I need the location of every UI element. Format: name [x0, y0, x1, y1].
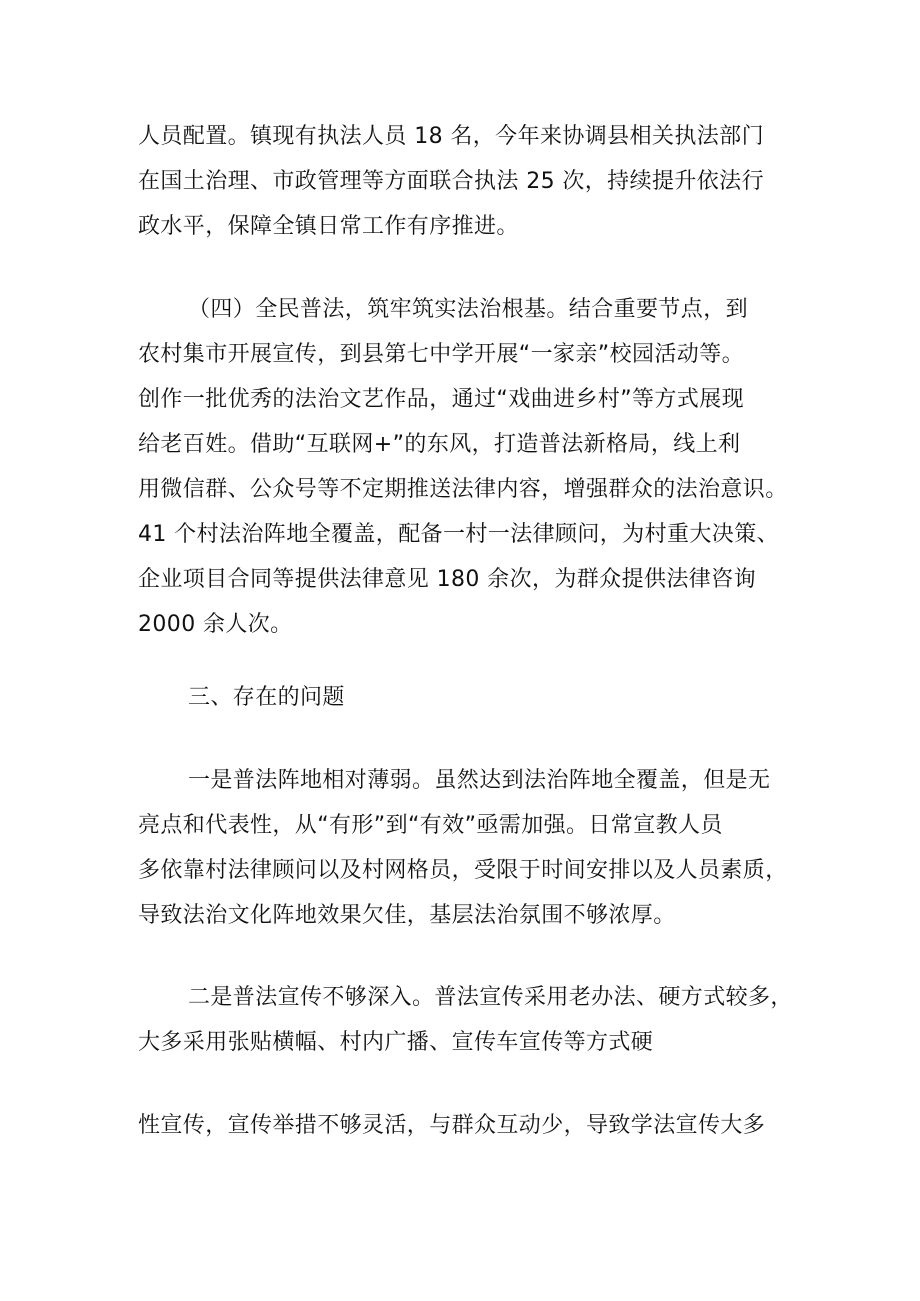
text-line: 2000 余人次。: [138, 612, 293, 637]
text-line: 人员配置。镇现有执法人员 18 名，今年来协调县相关执法部门: [138, 124, 764, 149]
text-line: 政水平，保障全镇日常工作有序推进。: [138, 214, 519, 239]
text-line: 大多采用张贴横幅、村内广播、宣传车宣传等方式硬: [138, 1030, 654, 1055]
text-line: 导致法治文化阵地效果欠佳，基层法治氛围不够浓厚。: [138, 903, 676, 928]
text-line: 多依靠村法律顾问以及村网格员，受限于时间安排以及人员素质，: [138, 858, 788, 883]
text-line: 给老百姓。借助“互联网+”的东风，打造普法新格局，线上利: [138, 432, 741, 457]
section-heading: 三、存在的问题: [188, 685, 345, 710]
text-line: 一是普法阵地相对薄弱。虽然达到法治阵地全覆盖，但是无: [188, 768, 771, 793]
text-line: 二是普法宣传不够深入。普法宣传采用老办法、硬方式较多，: [188, 985, 793, 1010]
text-line: 性宣传，宣传举措不够灵活，与群众互动少，导致学法宣传大多: [138, 1113, 766, 1138]
text-line: 41 个村法治阵地全覆盖，配备一村一法律顾问，为村重大决策、: [138, 522, 779, 547]
text-line: （四）全民普法，筑牢筑实法治根基。结合重要节点，到: [188, 297, 749, 322]
text-line: 企业项目合同等提供法律意见 180 余次，为群众提供法律咨询: [138, 567, 756, 592]
text-line: 用微信群、公众号等不定期推送法律内容，增强群众的法治意识。: [138, 477, 788, 502]
text-line: 在国土治理、市政管理等方面联合执法 25 次，持续提升依法行: [138, 169, 764, 194]
text-line: 创作一批优秀的法治文艺作品，通过“戏曲进乡村”等方式展现: [138, 387, 744, 412]
text-line: 农村集市开展宣传，到县第七中学开展“一家亲”校园活动等。: [138, 342, 744, 367]
text-line: 亮点和代表性，从“有形”到“有效”亟需加强。日常宣教人员: [138, 813, 723, 838]
